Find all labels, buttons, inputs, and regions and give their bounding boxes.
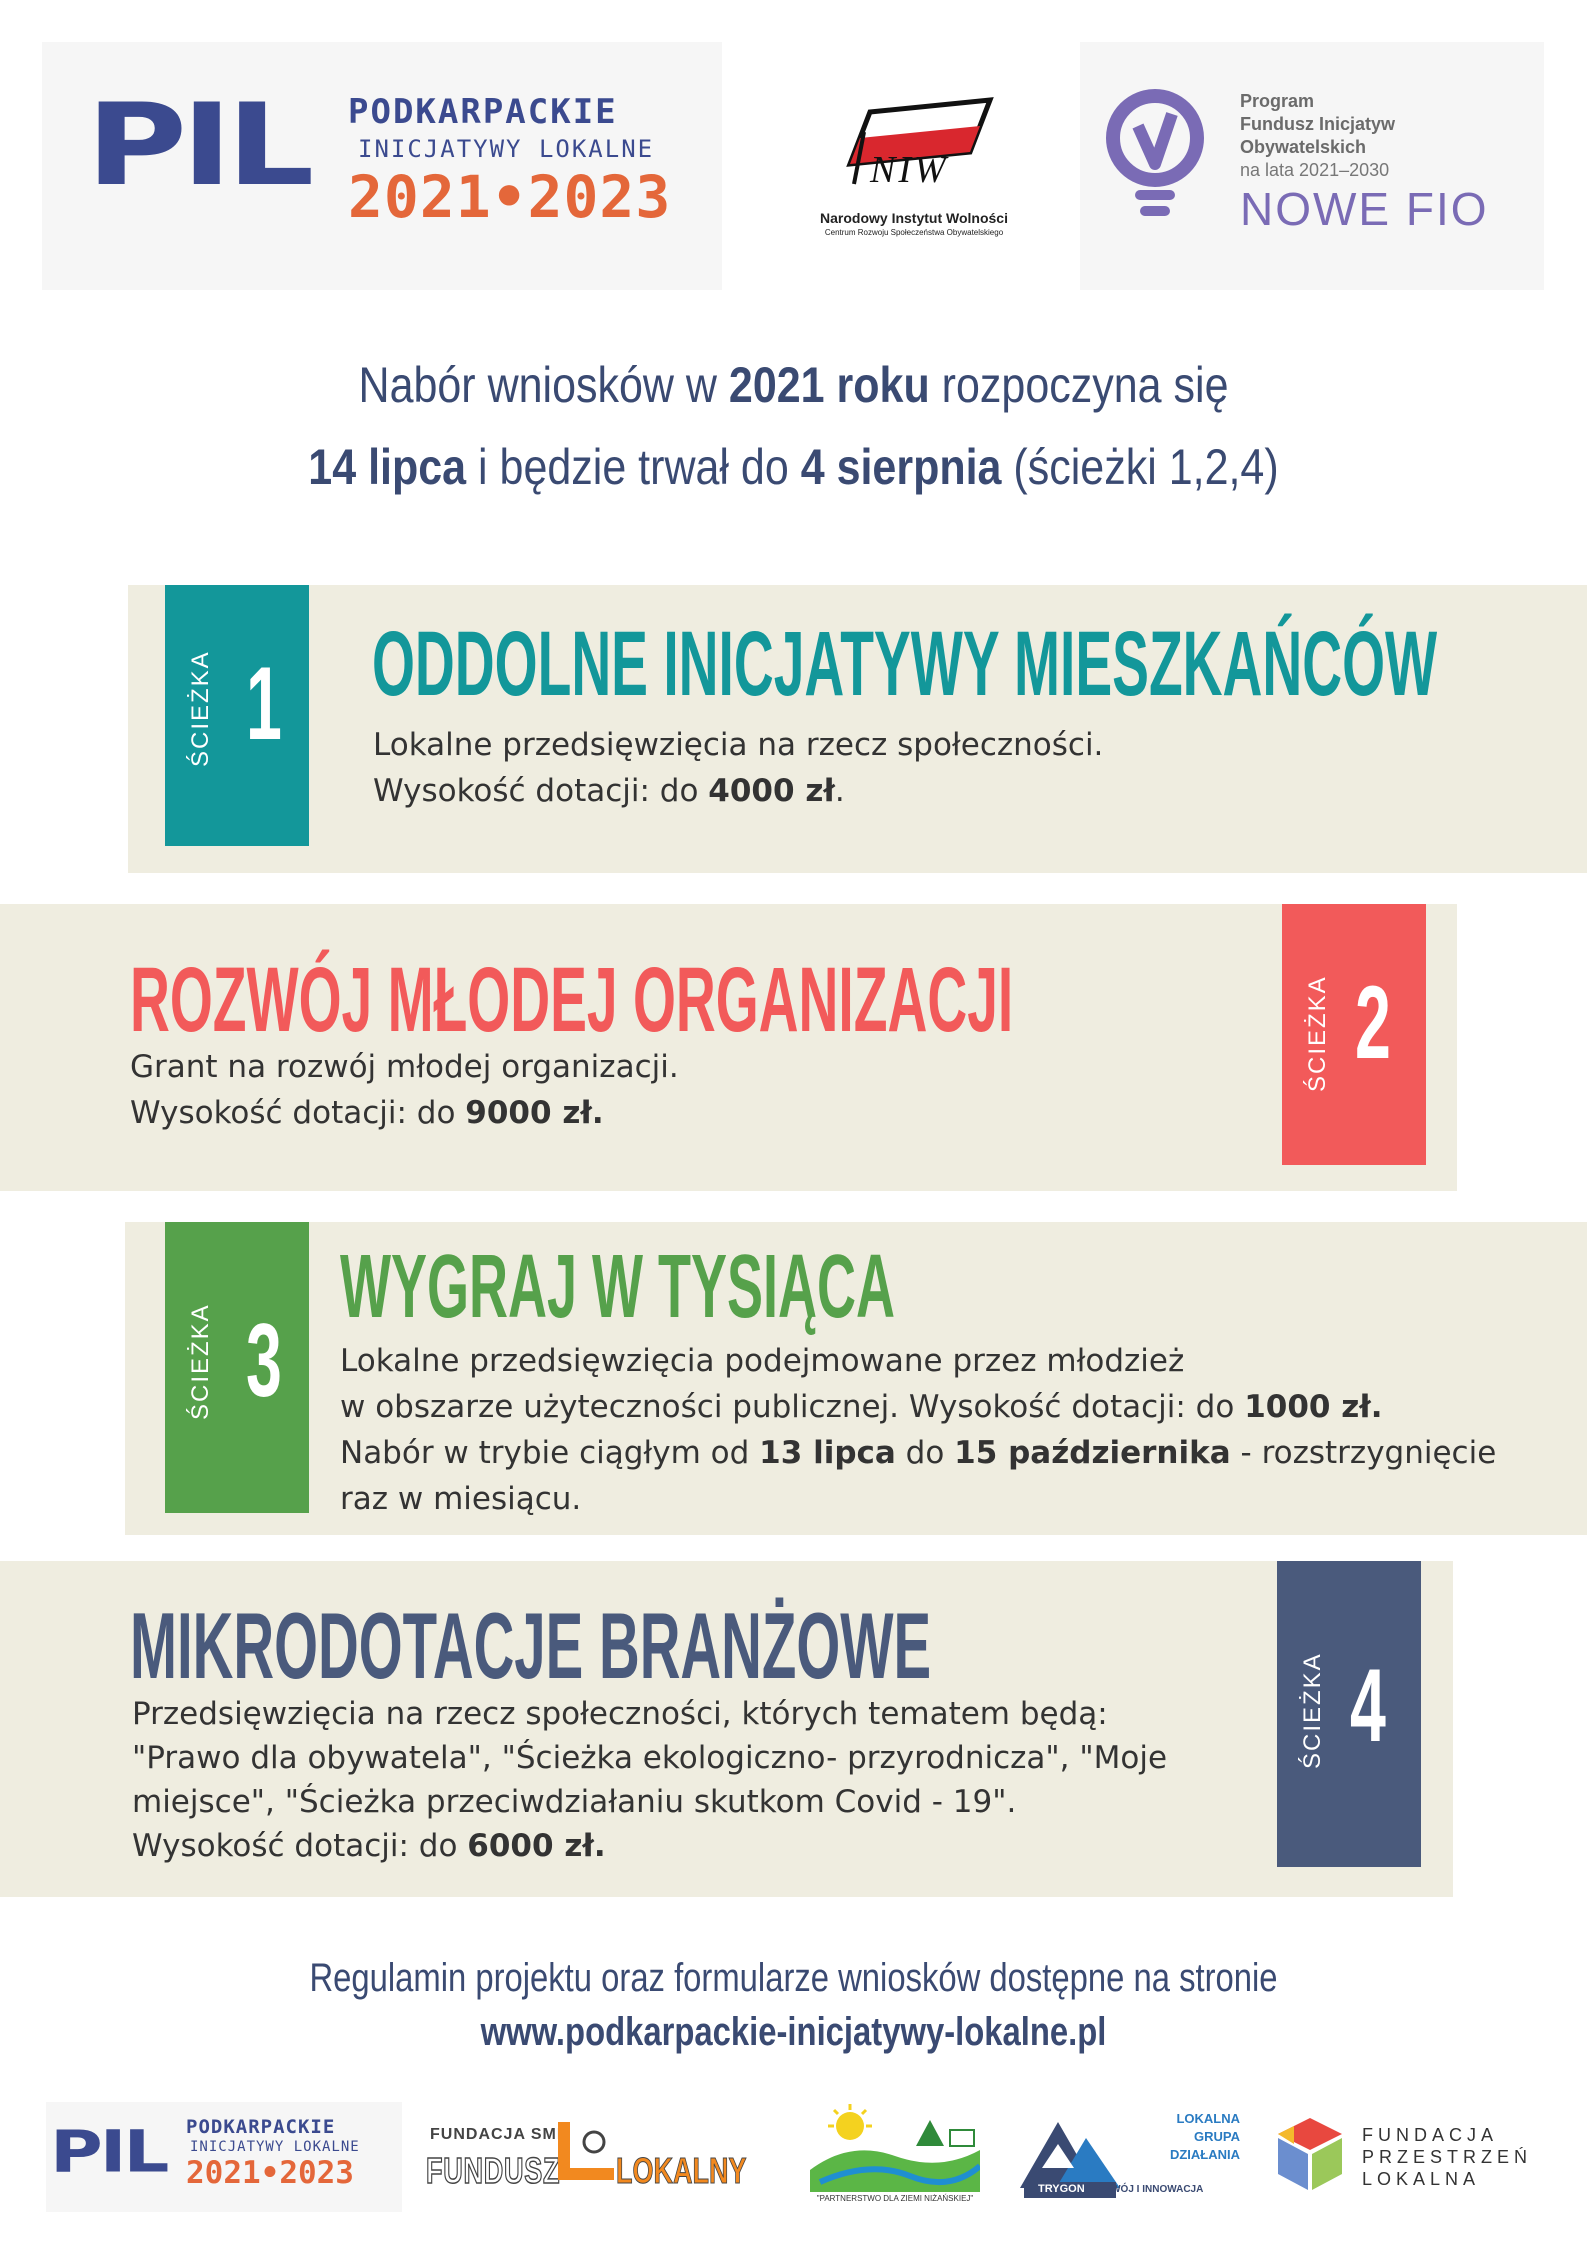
path-3-tag-label: ŚCIEŻKA xyxy=(187,1303,214,1420)
path-3-tag xyxy=(165,1222,309,1513)
fio-logo-name: NOWE FIO xyxy=(1240,183,1489,235)
pil-logo-line2: INICJATYWY LOKALNE xyxy=(358,135,655,163)
path-3-grant-label: w obszarze użyteczności publicznej. Wysokość dotacji: do xyxy=(340,1389,1245,1425)
headline-text: i będzie trwał do xyxy=(466,439,801,495)
path-4-desc-line xyxy=(132,1824,1167,1868)
partner-smk-left: FUNDUSZ xyxy=(426,2150,561,2191)
path-4-desc-line: Przedsięwzięcia na rzecz społeczności, których tematem będą: xyxy=(132,1696,1108,1732)
fio-logo-years: na lata 2021–2030 xyxy=(1240,160,1390,180)
niw-logo-abbr: NIW xyxy=(870,149,949,191)
partner-lgd-line2: GRUPA xyxy=(1194,2129,1240,2144)
path-2-description xyxy=(130,1044,679,1136)
path-1-tag-label: ŚCIEŻKA xyxy=(187,650,214,767)
fio-logo-line2: Fundusz Inicjatyw xyxy=(1240,114,1396,134)
headline-end-date: 4 sierpnia xyxy=(800,439,1002,495)
lightbulb-icon xyxy=(1100,86,1210,236)
headline-paths: (ścieżki 1,2,4) xyxy=(1001,439,1279,495)
partner-logo-pil xyxy=(46,2102,402,2212)
partner-lgd-line3: DZIAŁANIA xyxy=(1169,2147,1240,2162)
path-1-title: ODDOLNE INICJATYWY MIESZKAŃCÓW xyxy=(372,613,1438,715)
path-3-grant-amount: 1000 zł. xyxy=(1244,1389,1383,1425)
partner-pil-line1: PODKARPACKIE xyxy=(186,2116,336,2138)
path-3-text: - rozstrzygnięcie xyxy=(1230,1435,1497,1471)
partner-lgd-line1: LOKALNA xyxy=(1176,2111,1240,2126)
path-4-title: MIKRODOTACJE BRANŻOWE xyxy=(130,1593,932,1698)
headline-year: 2021 roku xyxy=(728,357,930,413)
path-1-description xyxy=(373,722,1103,814)
footer-info: Regulamin projektu oraz formularze wniosków dostępne na stronie xyxy=(309,1956,1278,2000)
fio-logo-line3: Obywatelskich xyxy=(1240,137,1367,157)
path-1-period: . xyxy=(834,773,845,809)
headline-line1 xyxy=(111,356,1476,414)
partner-smk-top: FUNDACJA SMK xyxy=(430,2126,570,2143)
partner-fpl-line3: LOKALNA xyxy=(1362,2169,1481,2189)
path-4-tag-label: ŚCIEŻKA xyxy=(1299,1652,1326,1769)
path-2-grant-amount: 9000 zł. xyxy=(465,1095,604,1131)
path-4-desc-line: "Prawo dla obywatela", "Ścieżka ekologiczno- przyrodnicza", "Moje xyxy=(132,1740,1168,1776)
path-1-tag xyxy=(165,585,309,846)
path-4-number: 4 xyxy=(1349,1648,1386,1764)
footer-url-link[interactable]: www.podkarpackie-inicjatywy-lokalne.pl xyxy=(480,2010,1107,2054)
fundusz-corner-icon xyxy=(558,2118,618,2182)
path-1-desc-line: Lokalne przedsięwzięcia na rzecz społeczności. xyxy=(373,727,1104,763)
cube-icon xyxy=(1270,2114,1350,2194)
partner-pil-line2: INICJATYWY LOKALNE xyxy=(190,2139,360,2155)
path-3-desc-line: raz w miesiącu. xyxy=(340,1481,582,1517)
path-4-grant-label: Wysokość dotacji: do xyxy=(132,1828,468,1864)
partner-logo-fundacja-przestrzen-lokalna xyxy=(1270,2110,1533,2202)
partner-logo-fundusz-lokalny xyxy=(420,2104,766,2214)
path-1-grant-label: Wysokość dotacji: do xyxy=(373,773,709,809)
fio-logo-line1: Program xyxy=(1240,91,1315,111)
pil-logo-years: 2021•2023 xyxy=(348,163,672,231)
fio-logo xyxy=(1080,42,1544,290)
headline-start-date: 14 lipca xyxy=(308,439,467,495)
path-1-number: 1 xyxy=(245,646,282,762)
path-4-desc-line: miejsce", "Ścieżka przeciwdziałaniu skutkom Covid - 19". xyxy=(132,1784,1017,1820)
path-2-grant-label: Wysokość dotacji: do xyxy=(130,1095,466,1131)
path-3-number: 3 xyxy=(245,1303,282,1419)
pil-logo-abbr: PIL xyxy=(86,78,309,211)
path-4-description xyxy=(132,1692,1167,1868)
path-3-desc-line: Lokalne przedsięwzięcia podejmowane przez młodzież xyxy=(340,1343,1185,1379)
partner-ziemia-caption: "PARTNERSTWO DLA ZIEMI NIŻAŃSKIEJ" xyxy=(816,2194,974,2203)
path-3-description xyxy=(340,1338,1496,1522)
path-3-desc-line xyxy=(340,1384,1496,1430)
path-4-grant-amount: 6000 zł. xyxy=(467,1828,606,1864)
partner-pil-years: 2021•2023 xyxy=(186,2155,354,2191)
path-2-tag-label: ŚCIEŻKA xyxy=(1304,975,1331,1092)
path-1-grant-amount: 4000 zł xyxy=(708,773,835,809)
partner-lgd-line4: ROZWÓJ I INNOWACJA xyxy=(1090,2184,1204,2195)
pil-logo xyxy=(42,42,722,290)
pil-logo-line1: PODKARPACKIE xyxy=(348,92,618,132)
path-3-end-date: 15 października xyxy=(954,1435,1231,1471)
headline-text: Nabór wniosków w xyxy=(358,357,729,413)
niw-logo-subtitle: Centrum Rozwoju Społeczeństwa Obywatelskiego xyxy=(824,228,1004,237)
path-3-start-date: 13 lipca xyxy=(759,1435,896,1471)
niw-logo xyxy=(808,92,1020,242)
partner-smk-right: LOKALNY xyxy=(616,2150,747,2191)
partner-pil-abbr: PIL xyxy=(50,2118,167,2186)
path-3-text: Nabór w trybie ciągłym od xyxy=(340,1435,760,1471)
path-2-tag xyxy=(1282,904,1426,1165)
partner-fpl-line2: PRZESTRZEŃ xyxy=(1362,2147,1533,2167)
path-3-desc-line xyxy=(340,1430,1496,1476)
headline-text: rozpoczyna się xyxy=(929,357,1229,413)
path-2-desc-line xyxy=(130,1090,679,1136)
path-4-tag xyxy=(1277,1561,1421,1867)
partner-lgd-badge: TRYGON xyxy=(1038,2183,1085,2195)
path-2-desc-line: Grant na rozwój młodej organizacji. xyxy=(130,1049,679,1085)
path-1-desc-line xyxy=(373,768,1103,814)
landscape-sun-icon xyxy=(810,2100,980,2192)
path-2-number: 2 xyxy=(1354,965,1391,1081)
path-3-text: do xyxy=(895,1435,955,1471)
path-2-title: ROZWÓJ MŁODEJ ORGANIZACJI xyxy=(130,949,1014,1051)
path-3-title: WYGRAJ W TYSIĄCA xyxy=(340,1237,896,1337)
niw-logo-name: Narodowy Instytut Wolności xyxy=(820,210,1008,226)
headline-line2 xyxy=(111,438,1476,496)
partner-logo-ziemia-nizanska xyxy=(810,2100,980,2214)
partner-fpl-line1: FUNDACJA xyxy=(1362,2125,1499,2145)
partner-logo-lgd-trygon xyxy=(1010,2108,1240,2208)
